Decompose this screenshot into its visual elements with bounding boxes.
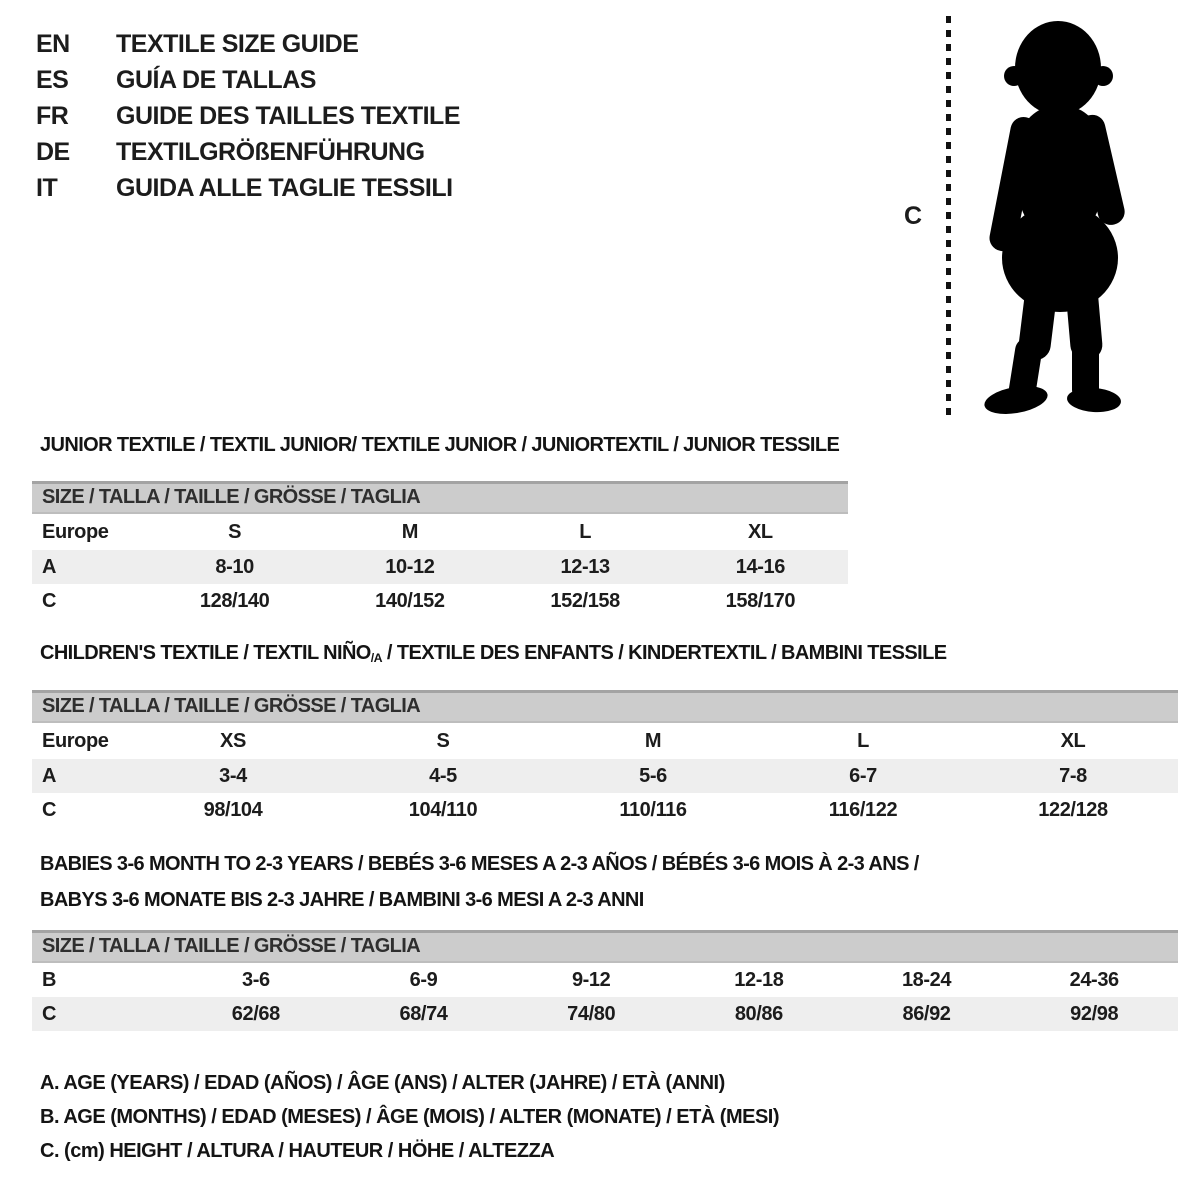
language-code: EN	[36, 30, 70, 58]
children-heading-subscript: /A	[370, 651, 382, 666]
table-cell: 8-10	[215, 555, 254, 578]
babies-heading-line1: BABIES 3-6 MONTH TO 2-3 YEARS / BEBÉS 3-6 MESES A 2-3 AÑOS / BÉBÉS 3-6 MOIS À 2-3 ANS /	[40, 853, 919, 875]
table-cell: L	[579, 520, 592, 543]
guide-title-it: GUIDA ALLE TAGLIE TESSILI	[116, 174, 453, 202]
table-cell: 152/158	[550, 589, 620, 612]
table-cell: A	[42, 555, 57, 578]
children-size-header-bar: SIZE / TALLA / TAILLE / GRÖSSE / TAGLIA	[32, 690, 1178, 723]
table-cell: 74/80	[567, 1002, 616, 1025]
height-dashed-line	[946, 16, 951, 416]
table-cell: 86/92	[902, 1002, 951, 1025]
guide-title-fr: GUIDE DES TAILLES TEXTILE	[116, 102, 461, 130]
table-cell: 104/110	[408, 798, 478, 821]
junior-size-header-bar: SIZE / TALLA / TAILLE / GRÖSSE / TAGLIA	[32, 481, 848, 514]
language-row-fr	[36, 98, 460, 134]
table-cell: 4-5	[429, 764, 457, 787]
babies-section-heading	[40, 846, 919, 918]
table-cell: Europe	[42, 729, 109, 752]
table-cell: C	[42, 1002, 57, 1025]
children-table-header-row	[32, 723, 1178, 759]
table-cell: 3-4	[219, 764, 247, 787]
children-table-row-c	[32, 793, 1178, 827]
table-cell: 80/86	[734, 1002, 783, 1025]
language-row-de	[36, 134, 460, 170]
language-title-list	[36, 26, 460, 206]
table-cell: XL	[747, 520, 773, 543]
children-section-heading	[40, 642, 946, 665]
language-code: DE	[36, 138, 70, 166]
babies-table-row-c	[32, 997, 1178, 1031]
table-cell: 122/128	[1038, 798, 1108, 821]
language-row-es	[36, 62, 460, 98]
table-cell: 6-9	[409, 968, 438, 991]
guide-title-de: TEXTILGRÖßENFÜHRUNG	[116, 138, 425, 166]
table-cell: M	[401, 520, 418, 543]
table-cell: XS	[220, 729, 246, 752]
height-measure-label: C	[904, 202, 923, 230]
table-cell: 62/68	[231, 1002, 280, 1025]
measurement-legend	[40, 1066, 779, 1168]
babies-size-header-bar: SIZE / TALLA / TAILLE / GRÖSSE / TAGLIA	[32, 930, 1178, 963]
table-cell: 116/122	[828, 798, 898, 821]
junior-table-row-a	[32, 550, 848, 584]
children-size-table	[32, 690, 1178, 827]
table-cell: C	[42, 589, 57, 612]
table-cell: 24-36	[1069, 968, 1119, 991]
table-cell: 5-6	[639, 764, 667, 787]
table-cell: 68/74	[399, 1002, 448, 1025]
babies-size-table	[32, 930, 1178, 1031]
height-figure	[880, 0, 1180, 430]
table-cell: Europe	[42, 520, 109, 543]
table-cell: 98/104	[203, 798, 263, 821]
table-cell: 12-13	[560, 555, 610, 578]
table-cell: 10-12	[385, 555, 435, 578]
table-cell: 9-12	[571, 968, 611, 991]
table-cell: A	[42, 764, 57, 787]
junior-table-row-c	[32, 584, 848, 618]
junior-table-header-row	[32, 514, 848, 550]
table-cell: 6-7	[849, 764, 877, 787]
table-cell: 18-24	[901, 968, 952, 991]
table-cell: 158/170	[725, 589, 796, 612]
guide-title-en: TEXTILE SIZE GUIDE	[116, 30, 359, 58]
table-cell: C	[42, 798, 57, 821]
table-cell: 7-8	[1059, 764, 1087, 787]
table-cell: 3-6	[241, 968, 270, 991]
language-code: FR	[36, 102, 69, 130]
junior-section-heading: JUNIOR TEXTILE / TEXTIL JUNIOR/ TEXTILE JUNIOR / JUNIORTEXTIL / JUNIOR TESSILE	[40, 434, 840, 456]
language-row-en	[36, 26, 460, 62]
table-cell: 140/152	[375, 589, 445, 612]
table-cell: B	[42, 968, 57, 991]
babies-heading-line2: BABYS 3-6 MONATE BIS 2-3 JAHRE / BAMBINI 3-6 MESI A 2-3 ANNI	[40, 889, 644, 911]
table-cell: 92/98	[1070, 1002, 1119, 1025]
table-cell: 128/140	[199, 589, 270, 612]
children-heading-post: / TEXTILE DES ENFANTS / KINDERTEXTIL / BAMBINI TESSILE	[381, 642, 947, 664]
toddler-silhouette-icon	[966, 10, 1142, 418]
table-cell: XL	[1060, 729, 1086, 752]
guide-title-es: GUÍA DE TALLAS	[116, 66, 316, 94]
babies-table-row-b	[32, 963, 1178, 997]
junior-size-table	[32, 481, 848, 618]
table-cell: S	[436, 729, 450, 752]
legend-line-b: B. AGE (MONTHS) / EDAD (MESES) / ÂGE (MOIS) / ALTER (MONATE) / ETÀ (MESI)	[40, 1106, 780, 1128]
table-cell: 12-18	[734, 968, 784, 991]
legend-line-c: C. (cm) HEIGHT / ALTURA / HAUTEUR / HÖHE / ALTEZZA	[40, 1140, 555, 1162]
legend-line-a: A. AGE (YEARS) / EDAD (AÑOS) / ÂGE (ANS) / ALTER (JAHRE) / ETÀ (ANNI)	[40, 1072, 725, 1094]
table-cell: 110/116	[619, 798, 687, 821]
language-code: ES	[36, 66, 69, 94]
language-code: IT	[36, 174, 58, 202]
children-table-row-a	[32, 759, 1178, 793]
table-cell: M	[644, 729, 662, 752]
children-heading-pre: CHILDREN'S TEXTILE / TEXTIL NIÑO	[40, 642, 371, 664]
table-cell: 14-16	[735, 555, 785, 578]
language-row-it	[36, 170, 460, 206]
table-cell: L	[857, 729, 869, 752]
table-cell: S	[228, 520, 242, 543]
